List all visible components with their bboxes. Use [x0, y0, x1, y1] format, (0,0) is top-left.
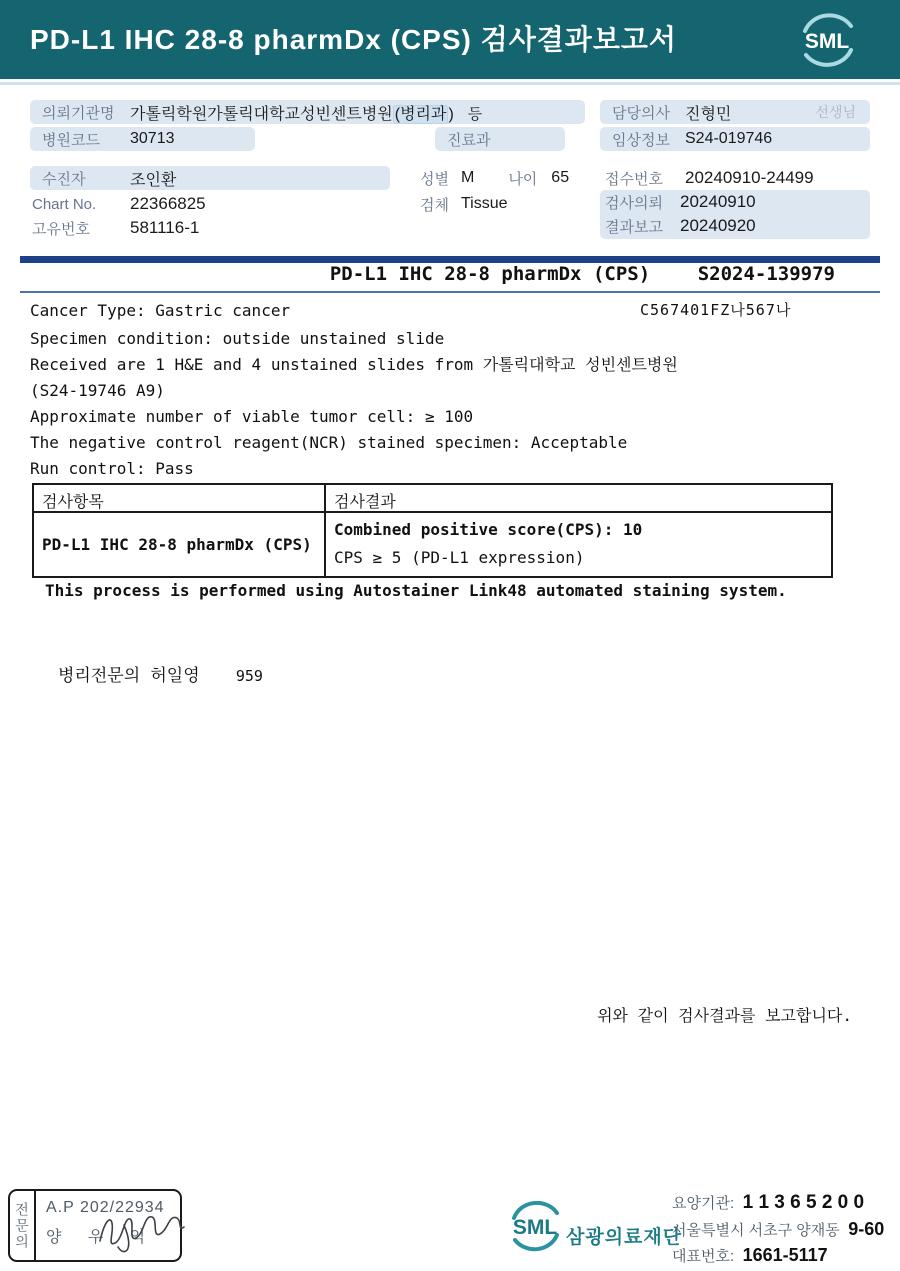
client-suffix: 등 — [467, 105, 483, 123]
sml-footer-logo-text: SML — [512, 1216, 558, 1239]
uid-row — [32, 216, 199, 240]
stamp-specialist-name: 양 우 익 — [46, 1229, 157, 1246]
chart-no-row — [32, 192, 206, 216]
report-line: (S24-19746 A9) — [30, 381, 165, 400]
sml-logo-text: SML — [804, 30, 850, 53]
clinical-info-value: S24-019746 — [685, 130, 773, 147]
age-value: 65 — [551, 169, 570, 186]
client-row — [30, 100, 585, 124]
dates-block — [600, 190, 870, 239]
care-institution-label: 요양기관: — [672, 1195, 735, 1212]
stamp-role-label: 전문의 — [10, 1191, 36, 1260]
specimen-row — [420, 192, 508, 216]
result-table-row — [34, 513, 831, 576]
pathologist-name: 병리전문의 허일영 — [58, 666, 200, 686]
receipt-value: 20240910-24499 — [685, 168, 814, 187]
report-date-label: 결과보고 — [605, 218, 663, 236]
doctor-name: 진형민 — [685, 105, 732, 123]
clinical-info-label: 임상정보 — [612, 131, 670, 149]
client-dept-highlight: (병리과 — [394, 105, 447, 123]
request-date-row — [600, 190, 870, 214]
phone-number: 1661-5117 — [742, 1245, 828, 1265]
receipt-label: 접수번호 — [605, 170, 663, 188]
report-date-row — [600, 214, 870, 238]
test-title: PD-L1 IHC 28-8 pharmDx (CPS) — [329, 263, 651, 285]
stamp-content — [36, 1191, 180, 1260]
patient-name-value: 조인환 — [130, 171, 177, 189]
report-line: The negative control reagent(NCR) stained specimen: Acceptable — [30, 433, 628, 452]
result-cps-score: Combined positive score(CPS): 10 — [334, 520, 643, 539]
process-note: This process is performed using Autostainer Link48 automated staining system. — [45, 581, 787, 600]
report-body-lines — [30, 326, 678, 482]
address-line — [672, 1219, 897, 1240]
doctor-row — [600, 100, 870, 124]
report-header — [0, 0, 900, 79]
receipt-row — [605, 166, 814, 190]
patient-name-label: 수진자 — [42, 170, 86, 188]
request-date-value: 20240910 — [680, 192, 756, 211]
client-value: 가톨릭학원가톨릭대학교성빈센트병원 (병리과 ) 등 — [130, 105, 483, 123]
uid-value: 581116-1 — [130, 218, 200, 237]
doctor-label: 담당의사 — [612, 104, 670, 122]
department-row — [435, 127, 565, 151]
sml-logo-icon — [796, 10, 858, 70]
care-institution-line — [672, 1192, 897, 1214]
specimen-value: Tissue — [460, 195, 508, 212]
hospital-code-label: 병원코드 — [42, 131, 100, 149]
signature-icon — [94, 1205, 186, 1257]
section-divider-thin — [20, 291, 880, 293]
organization-name: 삼광의료재단 — [566, 1227, 683, 1248]
hospital-code-value: 30713 — [130, 130, 175, 147]
specimen-label: 검체 — [420, 196, 449, 214]
report-line: Run control: Pass — [30, 459, 194, 478]
table-cell-test-name: PD-L1 IHC 28-8 pharmDx (CPS) — [34, 513, 326, 576]
closing-statement: 위와 같이 검사결과를 보고합니다. — [597, 1006, 852, 1025]
report-line: Received are 1 H&E and 4 unstained slides from 가톨릭대학교 성빈센트병원 — [30, 355, 678, 374]
section-divider-thick — [20, 256, 880, 263]
report-date-value: 20240920 — [680, 216, 756, 235]
uid-label: 고유번호 — [32, 220, 90, 238]
sex-age-row — [420, 166, 569, 190]
specimen-number: S2024-139979 — [697, 263, 835, 285]
hospital-code-row — [30, 127, 255, 151]
barcode-text: C567401FZ나567나 — [640, 301, 792, 319]
address-text: 서울특별시 서초구 양재동 — [672, 1222, 840, 1239]
phone-line — [672, 1245, 897, 1266]
phone-label: 대표번호: — [672, 1248, 735, 1265]
care-institution-number: 1 1 3 6 5 2 0 0 — [742, 1192, 865, 1213]
page-title: PD-L1 IHC 28-8 pharmDx (CPS) 검사결과보고서 — [30, 24, 677, 55]
table-header-item: 검사항목 — [34, 485, 326, 511]
doctor-honorific: 선생님 — [815, 104, 856, 120]
pathologist-code: 959 — [235, 667, 263, 685]
sex-value: M — [460, 169, 475, 186]
table-header-result: 검사결과 — [334, 492, 396, 511]
chart-no-value: 22366825 — [130, 194, 206, 213]
result-cps-interpretation: CPS ≥ 5 (PD-L1 expression) — [334, 548, 585, 567]
contact-block — [672, 1192, 897, 1271]
address-number: 9-60 — [848, 1219, 885, 1239]
report-line: Specimen condition: outside unstained slide — [30, 329, 445, 348]
report-line: Approximate number of viable tumor cell: ≥ 100 — [30, 407, 474, 426]
request-date-label: 검사의뢰 — [605, 194, 663, 212]
clinical-info-row — [600, 127, 870, 151]
cancer-type-line: Cancer Type: Gastric cancer — [30, 301, 291, 320]
specialist-stamp-box — [8, 1189, 182, 1262]
age-label: 나이 — [508, 170, 538, 188]
chart-no-label: Chart No. — [32, 195, 97, 213]
result-table — [32, 483, 833, 578]
sex-label: 성별 — [420, 170, 449, 188]
patient-name-row — [30, 166, 390, 190]
header-divider — [0, 82, 900, 85]
stamp-license-number: A.P 202/22934 — [46, 1199, 165, 1216]
client-label: 의뢰기관명 — [42, 104, 115, 122]
result-table-header — [34, 485, 831, 513]
pathologist-line — [58, 661, 263, 686]
sml-footer-logo-icon — [506, 1198, 564, 1254]
table-cell-result — [326, 513, 831, 576]
department-label: 진료과 — [447, 131, 491, 149]
